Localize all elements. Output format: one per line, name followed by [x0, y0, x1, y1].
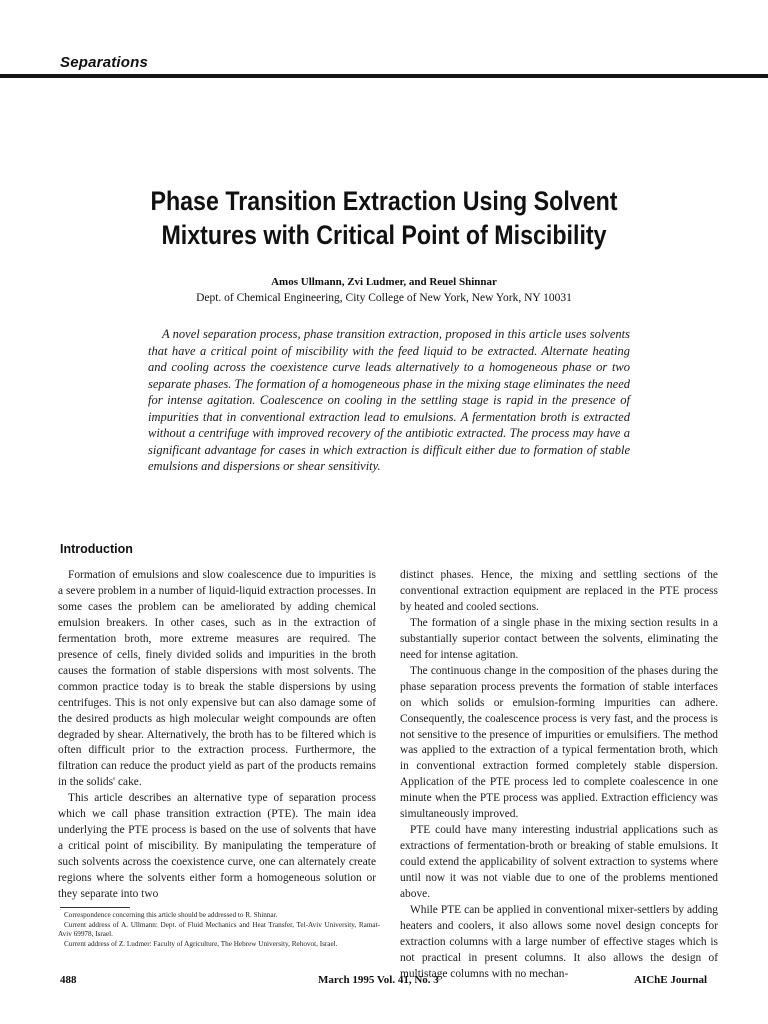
header-rule: [0, 74, 768, 78]
affiliation: Dept. of Chemical Engineering, City College of New York, New York, NY 10031: [196, 292, 572, 304]
body-column-right: [400, 568, 718, 983]
issue-info: March 1995 Vol. 41, No. 3: [318, 974, 439, 986]
body-column-left: [58, 568, 376, 903]
paragraph-continued: distinct phases. Hence, the mixing and settling sections of the conventional extraction equipment are replaced in the PTE process by heated and cooled sections.: [400, 569, 718, 613]
paragraph: While PTE can be applied in conventional mixer-settlers by adding heaters and coolers, it also allows some novel design concepts for extraction columns with a large number of effective stages which is not practical in present columns. It also allows the design of multistage columns with no mechan-: [400, 904, 718, 980]
title-line-1: Phase Transition Extraction Using Solvent: [150, 186, 618, 216]
page-number: 488: [60, 974, 77, 986]
title-line-2: Mixtures with Critical Point of Miscibility: [161, 220, 607, 250]
section-heading-introduction: Introduction: [60, 542, 133, 556]
footnote-address-ullmann: Current address of A. Ullmann: Dept. of Fluid Mechanics and Heat Transfer, Tel-Aviv University, Ramat-Aviv 69978, Israel.: [58, 920, 380, 939]
section-label: Separations: [60, 54, 149, 71]
paragraph: This article describes an alternative type of separation process which we call phase transition extraction (PTE). The main idea underlying the PTE process is based on the use of solvents that have a critical point of miscibility. By manipulating the temperature of such solvents across the coexistence curve, one can alternately create regions where the solvents either form a homogeneous solution or they separate into two: [58, 792, 376, 901]
footnote-address-ludmer: Current address of Z. Ludmer: Faculty of Agriculture, The Hebrew University, Rehovot, Israel.: [64, 939, 338, 948]
footnotes: [58, 911, 380, 949]
footnote-correspondence: Correspondence concerning this article should be addressed to R. Shinnar.: [64, 911, 278, 919]
paragraph: PTE could have many interesting industrial applications such as extractions of fermentation-broth or breaking of stable emulsions. It could extend the applicability of solvent extraction to systems where until now it was not viable due to one of the problems mentioned above.: [400, 824, 718, 901]
abstract: A novel separation process, phase transition extraction, proposed in this article uses solvents that have a critical point of miscibility with the feed liquid to be extracted. Alternate heating and cooling across the coexistence curve leads alternatively to a homogeneous phase or two separate phases. The formation of a homogeneous phase in the mixing stage eliminates the need for intense agitation. Coalescence on cooling in the settling stage is rapid in the presence of impurities that in conventional extraction lead to emulsions. A fermentation broth is extracted without a centrifuge with improved recovery of the antibiotic extracted. The process may have a significant advantage for cases in which extraction is difficult either due to formation of stable emulsions and dispersions or shear sensitivity.: [148, 327, 630, 473]
article-title: [126, 184, 642, 252]
footnote-rule: [60, 907, 130, 908]
paragraph: The formation of a single phase in the mixing section results in a substantially superior contact between the solvents, eliminating the need for intense agitation.: [400, 616, 718, 661]
paragraph: The continuous change in the composition of the phases during the phase separation process prevents the formation of stable interfaces on which solids or emulsion-forming impurities can adhere. Consequently, the coalescence process is very fast, and the process is not sensitive to the presence of impurities or emulsifiers. The method was applied to the extraction of a typical fermentation broth, which in conventional extraction formed completely stable dispersion. Application of the PTE process led to complete coalescence in one minute when the PTE process was applied. Extraction efficiency was simultaneously improved.: [400, 664, 718, 821]
author-list: Amos Ullmann, Zvi Ludmer, and Reuel Shinnar: [271, 276, 497, 288]
journal-name: AIChE Journal: [634, 974, 708, 986]
paragraph: Formation of emulsions and slow coalescence due to impurities is a severe problem in a number of liquid-liquid extraction processes. In some cases the problem can be ameliorated by adding chemical emulsion breakers. In other cases, such as in the extraction of fermentation broth, more extreme measures are required. The presence of cells, finely divided solids and impurities in the broth causes the formation of stable dispersions with most solvents. The common practice today is to break the stable dispersions by using centrifuges. This is not only expensive but can also damage some of the desired products as high molecular weight compounds are often degraded by shear. Alternatively, the broth has to be filtered which is often difficult prior to the extraction process. Furthermore, the filtration can reduce the product yield as part of the products remains in the solids' cake.: [58, 569, 376, 789]
